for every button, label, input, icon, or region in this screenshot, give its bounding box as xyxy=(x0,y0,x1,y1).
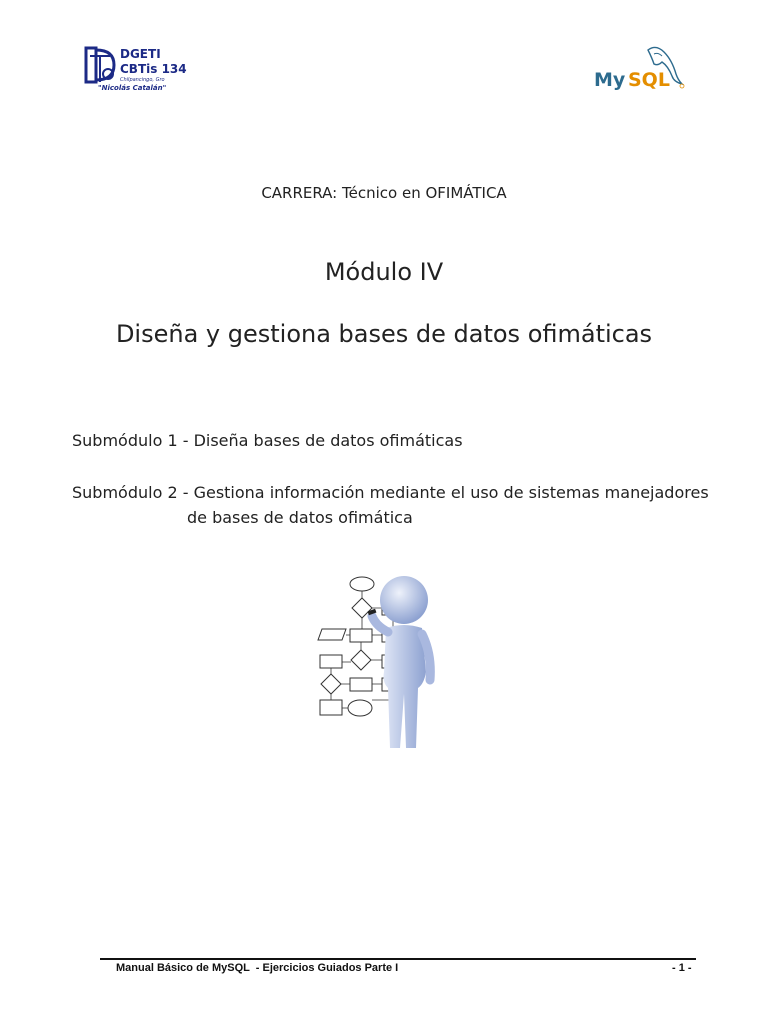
submodule-2-line1: Submódulo 2 - Gestiona información mediante el uso de sistemas manejadores xyxy=(72,483,709,502)
mysql-dolphin-logo-icon xyxy=(592,44,688,94)
dgeti-logo-line1: DGETI xyxy=(120,47,161,61)
flowchart-figure-illustration xyxy=(314,572,454,754)
submodule-1: Submódulo 1 - Diseña bases de datos ofimáticas xyxy=(72,431,463,450)
dgeti-logo-line3: Chilpancingo, Gro xyxy=(120,77,165,83)
dgeti-emblem-icon xyxy=(84,46,120,86)
svg-text:My: My xyxy=(594,69,626,91)
dgeti-logo-line4: "Nicolás Catalán" xyxy=(98,84,167,92)
svg-text:SQL: SQL xyxy=(628,69,670,91)
mysql-logo xyxy=(592,44,688,94)
footer-manual-title: Manual Básico de MySQL - Ejercicios Guiados Parte I xyxy=(116,962,399,974)
module-subject: Diseña y gestiona bases de datos ofimáticas xyxy=(115,320,653,348)
dgeti-cbtis-logo xyxy=(84,44,204,96)
submodule-2-line2: de bases de datos ofimática xyxy=(187,508,413,527)
person-flowchart-icon xyxy=(314,572,454,754)
footer-page-number: - 1 - xyxy=(672,962,692,974)
dgeti-logo-line2: CBTis 134 xyxy=(120,62,187,76)
footer-divider xyxy=(100,958,696,960)
module-title: Módulo IV xyxy=(324,258,444,286)
career-title: CARRERA: Técnico en OFIMÁTICA xyxy=(261,184,507,202)
